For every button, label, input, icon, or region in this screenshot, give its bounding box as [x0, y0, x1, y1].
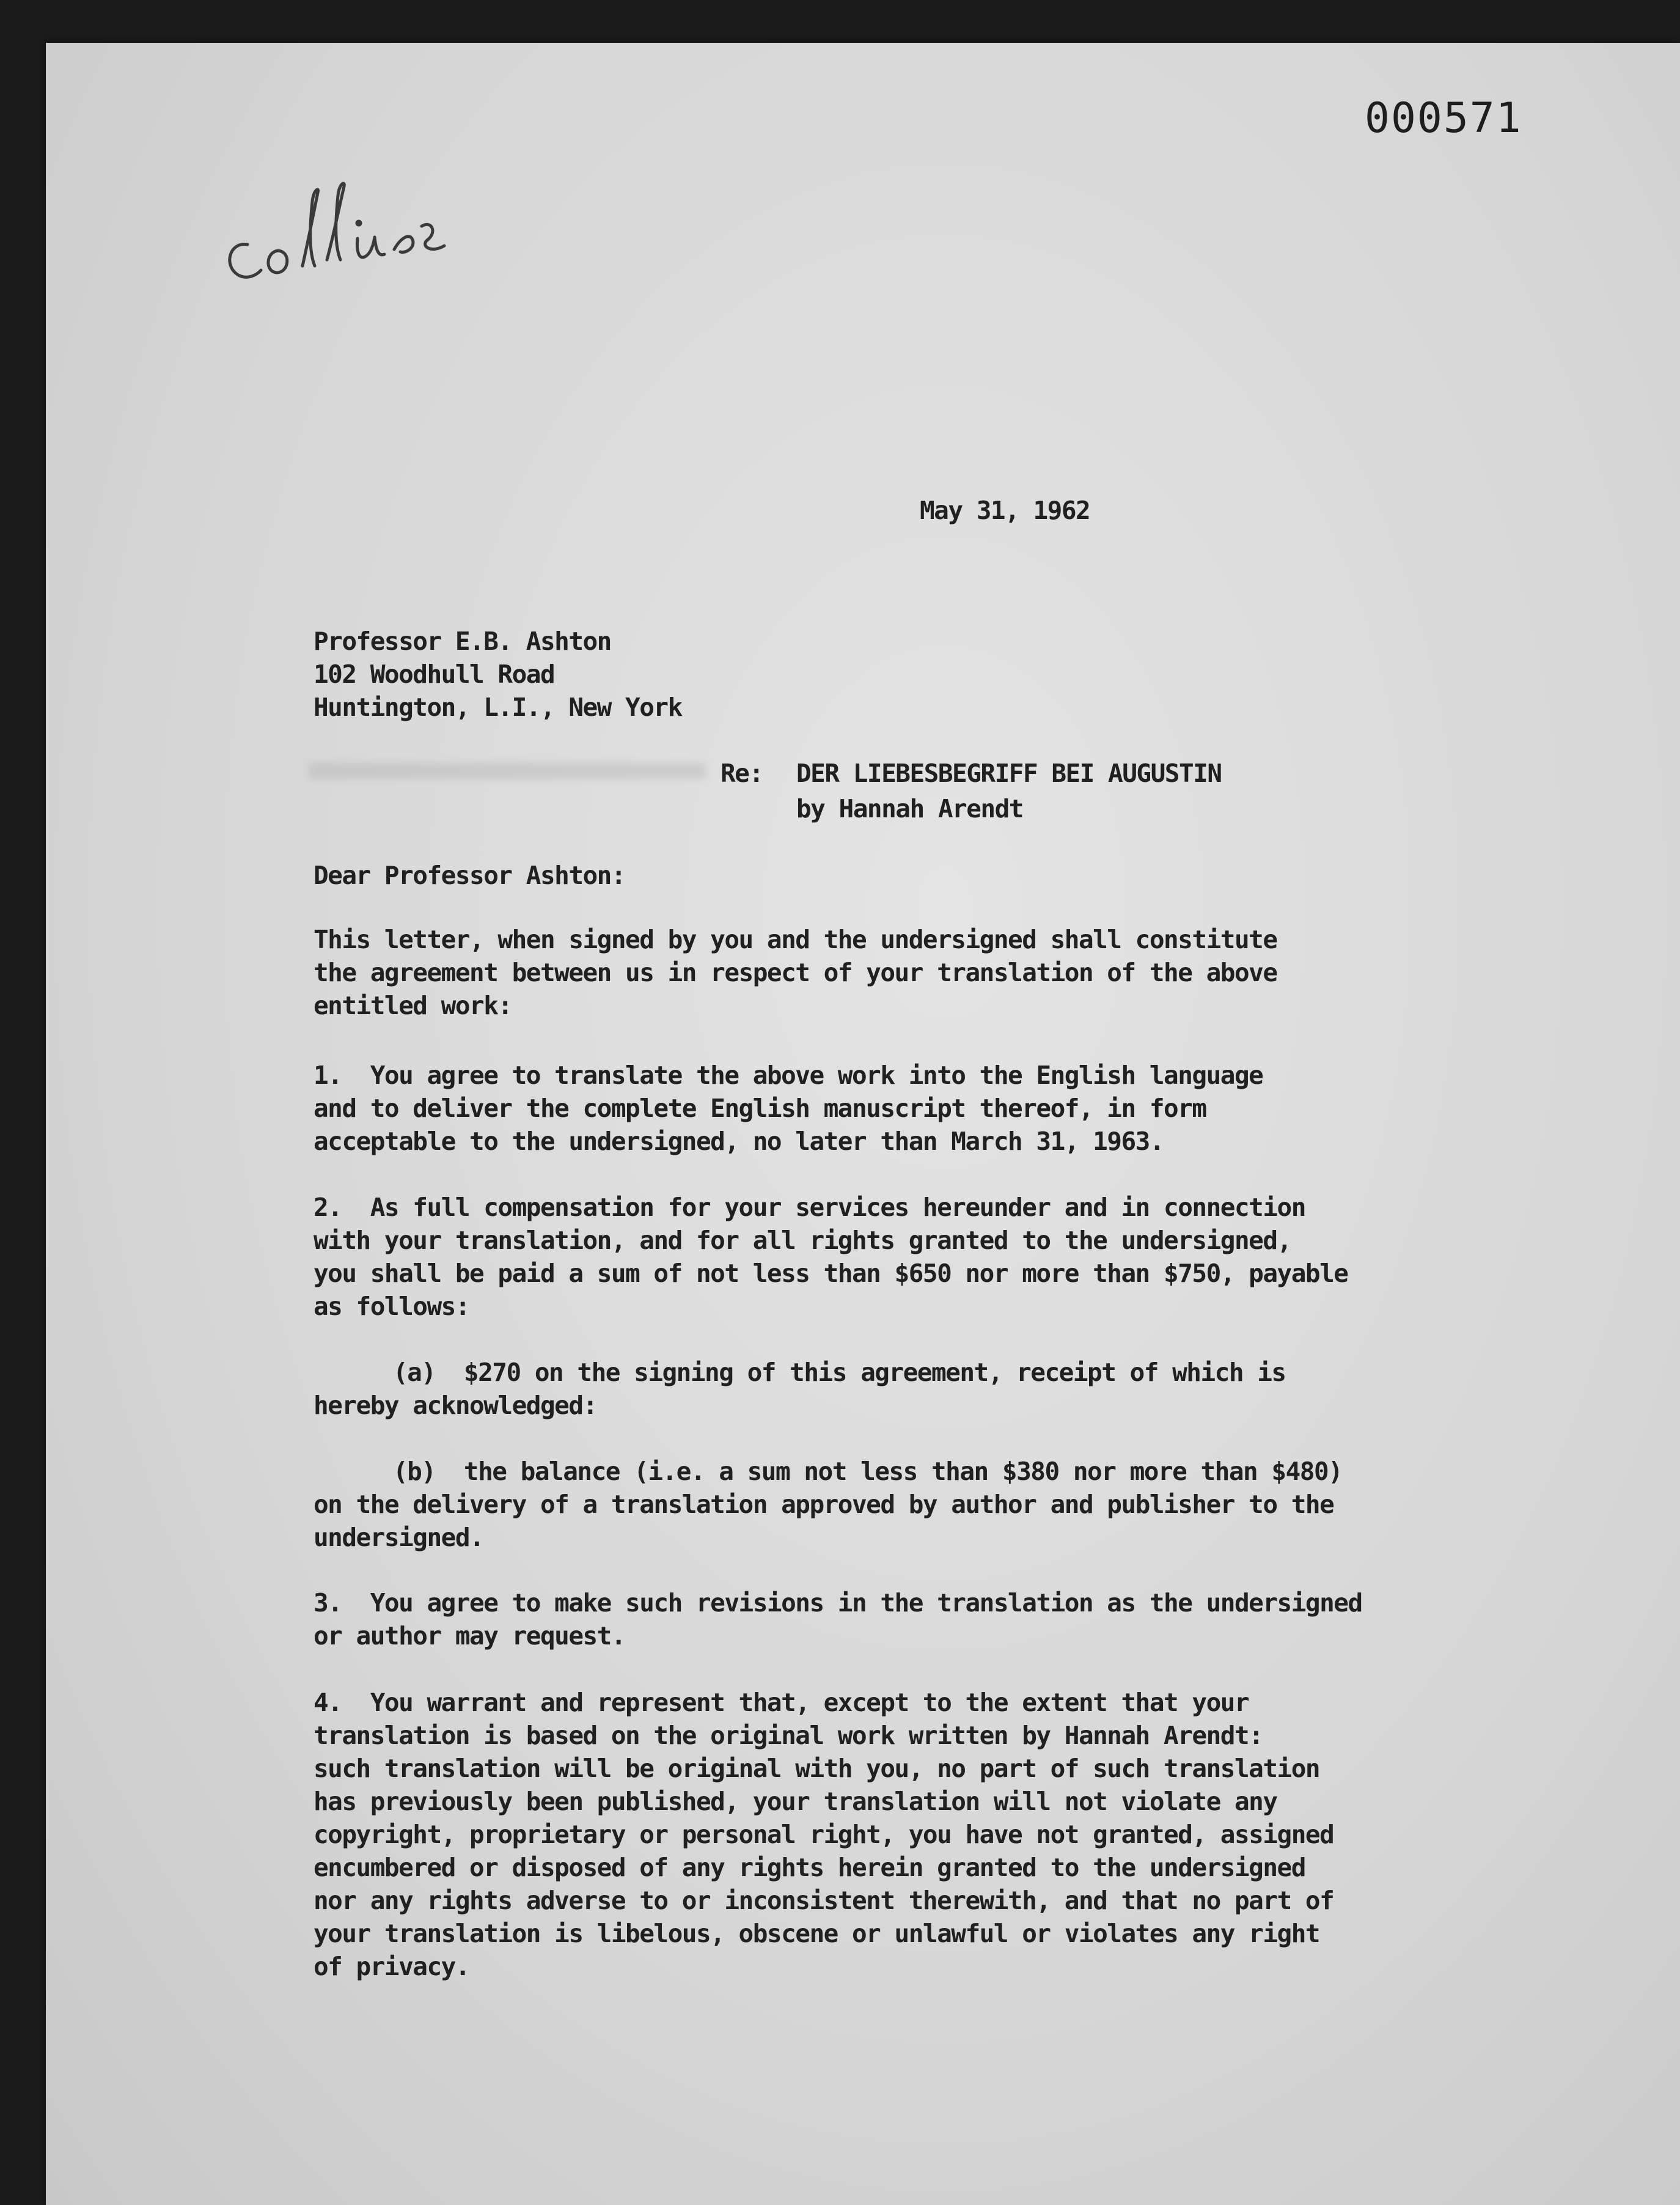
text-line: hereby acknowledged: [314, 1391, 597, 1420]
document-page [46, 43, 1680, 2205]
letter-date: May 31, 1962 [920, 496, 1090, 525]
text-line: of privacy. [314, 1952, 470, 1981]
re-title: DER LIEBESBEGRIFF BEI AUGUSTIN [796, 759, 1222, 788]
text-line: nor any rights adverse to or inconsistent therewith, and that no part of [314, 1886, 1334, 1915]
paragraph-3 [314, 1586, 1362, 1652]
text-line: you shall be paid a sum of not less than $650 nor more than $750, payable [314, 1259, 1348, 1288]
address-line: Professor E.B. Ashton [314, 627, 611, 656]
text-line: your translation is libelous, obscene or unlawful or violates any right [314, 1919, 1320, 1948]
text-line: 1. You agree to translate the above work into the English language [314, 1061, 1263, 1090]
text-line: acceptable to the undersigned, no later than March 31, 1963. [314, 1127, 1164, 1156]
handwritten-annotation [205, 134, 571, 306]
paragraph-4 [314, 1686, 1333, 1983]
paragraph-2 [314, 1191, 1348, 1323]
text-line: 2. As full compensation for your services hereunder and in connection [314, 1193, 1305, 1222]
text-span: (b) the balance (i.e. a sum not less than $380 nor more than $480) [393, 1457, 1343, 1486]
text-line: This letter, when signed by you and the undersigned shall constitute [314, 925, 1277, 954]
paragraph-intro [314, 923, 1277, 1022]
text-line: and to deliver the complete English manuscript thereof, in form [314, 1094, 1206, 1123]
address-line: Huntington, L.I., New York [314, 693, 682, 722]
recipient-address [314, 625, 682, 724]
text-line: has previously been published, your translation will not violate any [314, 1787, 1277, 1816]
text-line: on the delivery of a translation approved by author and publisher to the [314, 1490, 1334, 1519]
address-line: 102 Woodhull Road [314, 660, 555, 689]
paragraph-1 [314, 1059, 1263, 1158]
text-span: (a) $270 on the signing of this agreement, receipt of which is [393, 1358, 1286, 1387]
text-line: such translation will be original with you, no part of such translation [314, 1754, 1320, 1783]
paragraph-2a [314, 1356, 1286, 1422]
text-line: 3. You agree to make such revisions in the translation as the undersigned [314, 1588, 1362, 1618]
re-label: Re: [721, 759, 763, 788]
text-line: copyright, proprietary or personal right, you have not granted, assigned [314, 1820, 1334, 1849]
text-line: as follows: [314, 1292, 470, 1321]
text-line: with your translation, and for all rights granted to the undersigned, [314, 1226, 1291, 1255]
salutation: Dear Professor Ashton: [314, 861, 626, 890]
paragraph-2b [314, 1455, 1342, 1554]
text-line: undersigned. [314, 1523, 484, 1552]
document-number: 000571 [1365, 94, 1522, 142]
text-line: 4. You warrant and represent that, except to the extent that your [314, 1688, 1249, 1717]
smudge-mark [309, 763, 706, 779]
text-line [314, 1455, 1342, 1488]
text-line: encumbered or disposed of any rights herein granted to the undersigned [314, 1853, 1305, 1882]
text-line: entitled work: [314, 991, 512, 1020]
text-line: translation is based on the original work written by Hannah Arendt: [314, 1721, 1263, 1750]
text-line: or author may request. [314, 1621, 626, 1651]
text-line [314, 1356, 1286, 1389]
re-author: by Hannah Arendt [796, 794, 1023, 823]
text-line: the agreement between us in respect of your translation of the above [314, 958, 1277, 987]
